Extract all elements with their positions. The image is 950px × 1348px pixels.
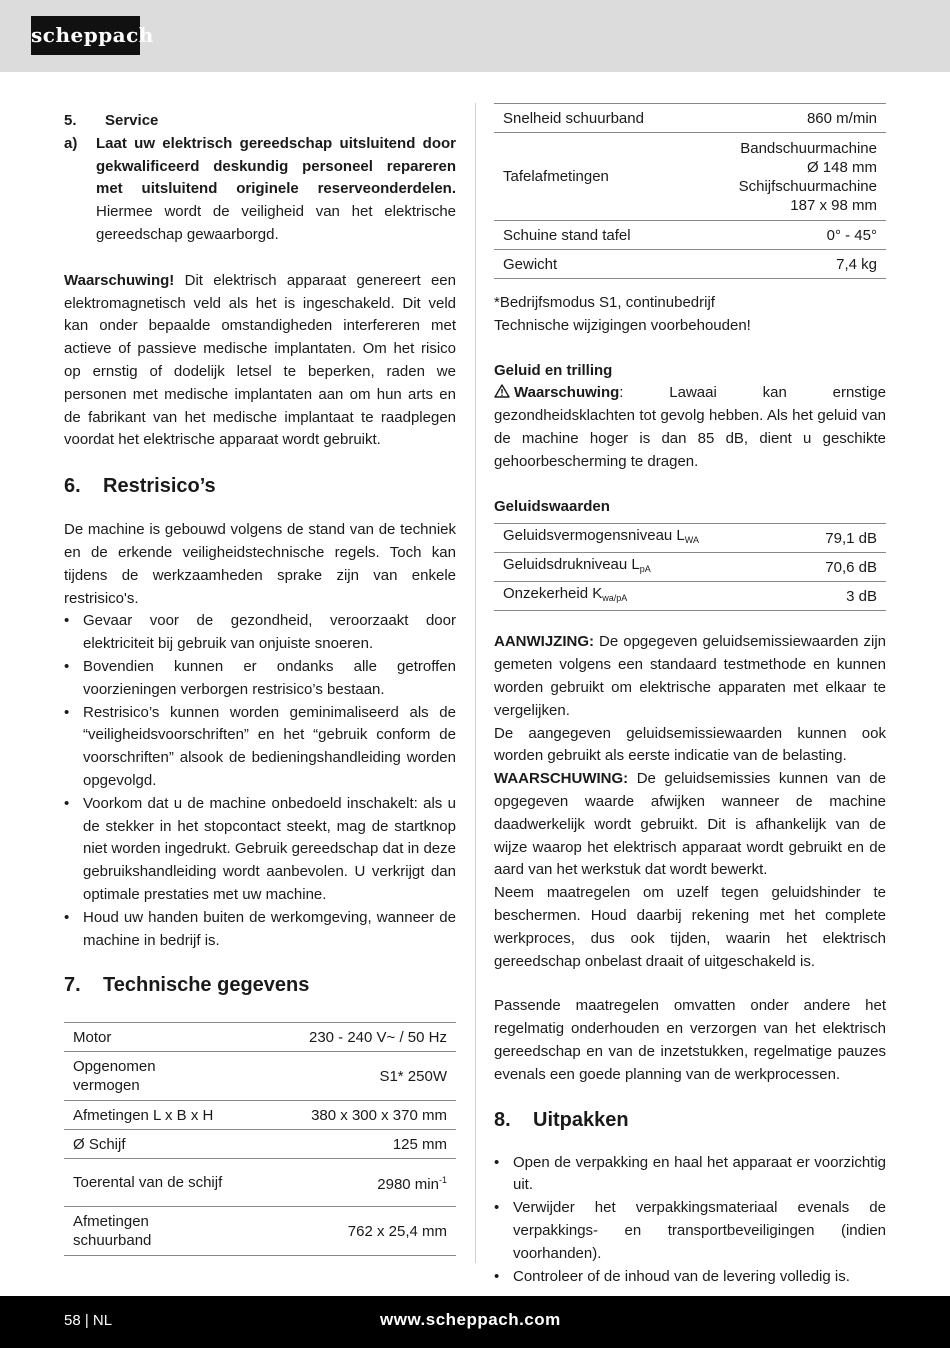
spec-label: Gewicht xyxy=(503,255,558,273)
section-6-title: Restrisico’s xyxy=(103,475,216,498)
service-title: Service xyxy=(105,112,159,129)
table-row xyxy=(64,1101,456,1130)
sound-value: 79,1 dB xyxy=(825,529,877,547)
notice-label: AANWIJZING: xyxy=(494,633,594,651)
noise-warning-text: : Lawaai kan ernstige gezondheidsklachten tot gevolg hebben. Als het geluid van de machine hoger is dan 85 dB, dient u geschikte gehoorbescherming te dragen. xyxy=(494,384,886,470)
footer-bar xyxy=(0,1296,950,1348)
service-heading xyxy=(64,110,456,133)
measures-text: Passende maatregelen omvatten onder andere het regelmatig onderhouden en verzorgen van het elektrisch gereedschap en van de inzetstukken, regelmatige pauzes evenals een goede planning van de werkprocessen. xyxy=(494,997,886,1083)
sound-label-subscript: pA xyxy=(639,564,651,575)
rpm-unit-exponent: -1 xyxy=(438,1175,447,1186)
service-item-bold: Laat uw elektrisch gereedschap uitsluitend door gekwalificeerd deskundig personeel repareren met uitsluitend originele reserveonderdelen. xyxy=(96,134,456,198)
list-item: • Houd uw handen buiten de werkomgeving, wanneer de machine in bedrijf is. xyxy=(64,907,456,953)
spec-label: Motor xyxy=(73,1028,112,1046)
operating-mode-note: *Bedrijfsmodus S1, continubedrijf xyxy=(494,294,715,311)
noise-heading: Geluid en trilling xyxy=(494,361,613,379)
list-item: • Voorkom dat u de machine onbedoeld inschakelt: als u de stekker in het stopcontact steekt, mag de startknop niet worden ingedrukt. Gebruik gereedschap dat in deze gebruikshandleiding wordt aanbevolen. U verkrijgt dan optimale prestaties met uw machine. xyxy=(64,793,456,907)
section-8-heading xyxy=(494,1107,886,1133)
spec-label: Afmetingen L x B x H xyxy=(73,1106,214,1124)
sound-label-subscript: WA xyxy=(684,535,699,546)
table-row xyxy=(494,221,886,250)
section-8-title: Uitpakken xyxy=(533,1108,629,1131)
spec-value: 7,4 kg xyxy=(836,255,877,273)
service-item-a xyxy=(64,133,456,247)
service-number: 5. xyxy=(64,112,77,129)
table-row xyxy=(64,1207,456,1256)
list-item: • Restrisico’s kunnen worden geminimaliseerd als de “veiligheidsvoorschriften” en het “gebruik conform de voorschriften” alsook de bedieningshandleiding worden opgevolgd. xyxy=(64,702,456,793)
sound-values-heading: Geluidswaarden xyxy=(494,497,610,515)
page-number: 58 | NL xyxy=(64,1312,113,1329)
emf-warning xyxy=(64,270,456,452)
notice-indication-text: De aangegeven geluidsemissiewaarden kunnen ook worden gebruikt als eerste indicatie van de belasting. xyxy=(494,724,886,765)
list-item: • Controleer of de inhoud van de levering volledig is. xyxy=(494,1266,886,1289)
list-item: • Bovendien kunnen er ondanks alle getroffen voorzieningen verborgen restrisico’s bestaan. xyxy=(64,656,456,702)
table-row xyxy=(494,104,886,133)
spec-value: 762 x 25,4 mm xyxy=(347,1222,447,1240)
sound-label xyxy=(494,553,790,582)
table-row xyxy=(494,524,886,553)
sound-label-text: Geluidsdrukniveau L xyxy=(503,556,640,574)
spec-label: Snelheid schuurband xyxy=(503,109,644,127)
table-row xyxy=(494,133,886,221)
unpack-list xyxy=(494,1152,886,1289)
sound-label xyxy=(494,524,790,553)
section-8-number: 8. xyxy=(494,1108,511,1131)
emf-warning-label: Waarschuwing! xyxy=(64,271,175,289)
service-item-text: Hiermee wordt de veiligheid van het elektrische gereedschap gewaarborgd. xyxy=(96,203,456,243)
list-item: • Verwijder het verpakkingsmateriaal evenals de verpakkings- en transportbeveiligingen (indien voorhanden). xyxy=(494,1197,886,1265)
sound-label-text: Onzekerheid K xyxy=(503,585,603,603)
restrisk-list xyxy=(64,610,456,952)
spec-value: 0° - 45° xyxy=(826,226,877,244)
restrisk-intro: De machine is gebouwd volgens de stand van de techniek en de erkende veiligheidstechnische regels. Toch kan tijdens de werkzaamheden sprake zijn van enkele restrisico's. xyxy=(64,521,456,607)
emf-warning-text: Dit elektrisch apparaat genereert een elektromagnetisch veld als het is ingeschakeld. Dit veld kan onder bepaalde omstandigheden interfereren met actieve of passieve medische implantaten. Om het risico op ernstig of dodelijk letsel te beperken, raden we personen met medische implantaten aan om hun arts en de fabrikant van het medische implantaat te raadplegen voordat het elektrische apparaat wordt gebruikt. xyxy=(64,271,456,449)
sound-label-text: Geluidsvermogensniveau L xyxy=(503,527,685,545)
spec-value: 860 m/min xyxy=(806,109,877,127)
noise-warning xyxy=(494,382,886,473)
spec-label: Toerental van de schijf xyxy=(73,1174,223,1192)
rpm-value: 2980 min xyxy=(377,1176,439,1194)
spec-label: Opgenomen vermogen xyxy=(73,1058,156,1095)
warning-triangle-icon xyxy=(494,384,510,398)
table-row xyxy=(64,1023,456,1052)
section-6-number: 6. xyxy=(64,475,81,498)
table-row xyxy=(494,582,886,611)
notice-text: De opgegeven geluidsemissiewaarden zijn gemeten volgens een standaard testmethode en kunnen worden gebruikt om elektrische apparaten met elkaar te vergelijken. xyxy=(494,633,886,719)
spec-label: Schuine stand tafel xyxy=(503,226,631,244)
section-7-heading xyxy=(64,972,456,998)
list-item: • Gevaar voor de gezondheid, veroorzaakt door elektriciteit bij gebruik van onjuiste snoeren. xyxy=(64,610,456,656)
sound-label xyxy=(494,582,790,611)
table-row xyxy=(64,1159,456,1207)
noise-warning-label: Waarschuwing xyxy=(514,384,620,402)
changes-reserved-note: Technische wijzigingen voorbehouden! xyxy=(494,316,751,334)
table-row xyxy=(494,553,886,582)
spec-value: 125 mm xyxy=(392,1135,447,1153)
tech-specs-table-continued xyxy=(494,103,886,279)
list-item: • Open de verpakking en haal het apparaat er voorzichtig uit. xyxy=(494,1152,886,1198)
sound-value: 3 dB xyxy=(846,587,877,605)
column-divider xyxy=(475,103,476,1263)
notice-paragraph xyxy=(494,631,886,722)
spec-value xyxy=(267,1159,456,1207)
spec-value: 230 - 240 V~ / 50 Hz xyxy=(308,1028,447,1046)
emission-warning-paragraph xyxy=(494,768,886,882)
spec-label: Afmetingen schuurband xyxy=(73,1213,152,1250)
tech-specs-table xyxy=(64,1022,456,1256)
sound-label-subscript: wa/pA xyxy=(602,593,628,604)
right-column xyxy=(494,103,886,1288)
left-column xyxy=(64,110,456,1256)
table-row xyxy=(494,250,886,279)
emission-warning-label: WAARSCHUWING: xyxy=(494,770,629,788)
spec-value: Bandschuurmachine Ø 148 mm Schijfschuurmachine 187 x 98 mm xyxy=(738,139,877,214)
noise-protection-text: Neem maatregelen om uzelf tegen geluidshinder te beschermen. Houd daarbij rekening met het complete werkproces, dus ook tijden, waarin het elektrisch gereedschap onbelast draait of uitgeschakeld is. xyxy=(494,884,886,970)
section-6-heading xyxy=(64,473,456,499)
sound-values-table xyxy=(494,523,886,611)
sound-value: 70,6 dB xyxy=(825,558,877,576)
scheppach-logo: scheppach xyxy=(31,16,140,55)
table-row xyxy=(64,1052,456,1101)
spec-label: Ø Schijf xyxy=(73,1135,126,1153)
spec-value: S1* 250W xyxy=(379,1067,447,1085)
spec-value: 380 x 300 x 370 mm xyxy=(311,1106,447,1124)
header-bar xyxy=(0,0,950,72)
spec-label: Tafelafmetingen xyxy=(503,168,609,185)
section-7-title: Technische gegevens xyxy=(103,974,310,997)
service-item-letter: a) xyxy=(64,134,78,152)
emission-warning-text: De geluidsemissies kunnen van de opgegeven waarde afwijken wanneer de machine daadwerkelijk wordt gebruikt. Dit is afhankelijk van de wijze waarop het elektrisch apparaat wordt gebruikt en de aard van het werkstuk dat wordt bewerkt. xyxy=(494,770,886,879)
website-url: www.scheppach.com xyxy=(380,1310,561,1329)
section-7-number: 7. xyxy=(64,974,81,997)
table-row xyxy=(64,1130,456,1159)
